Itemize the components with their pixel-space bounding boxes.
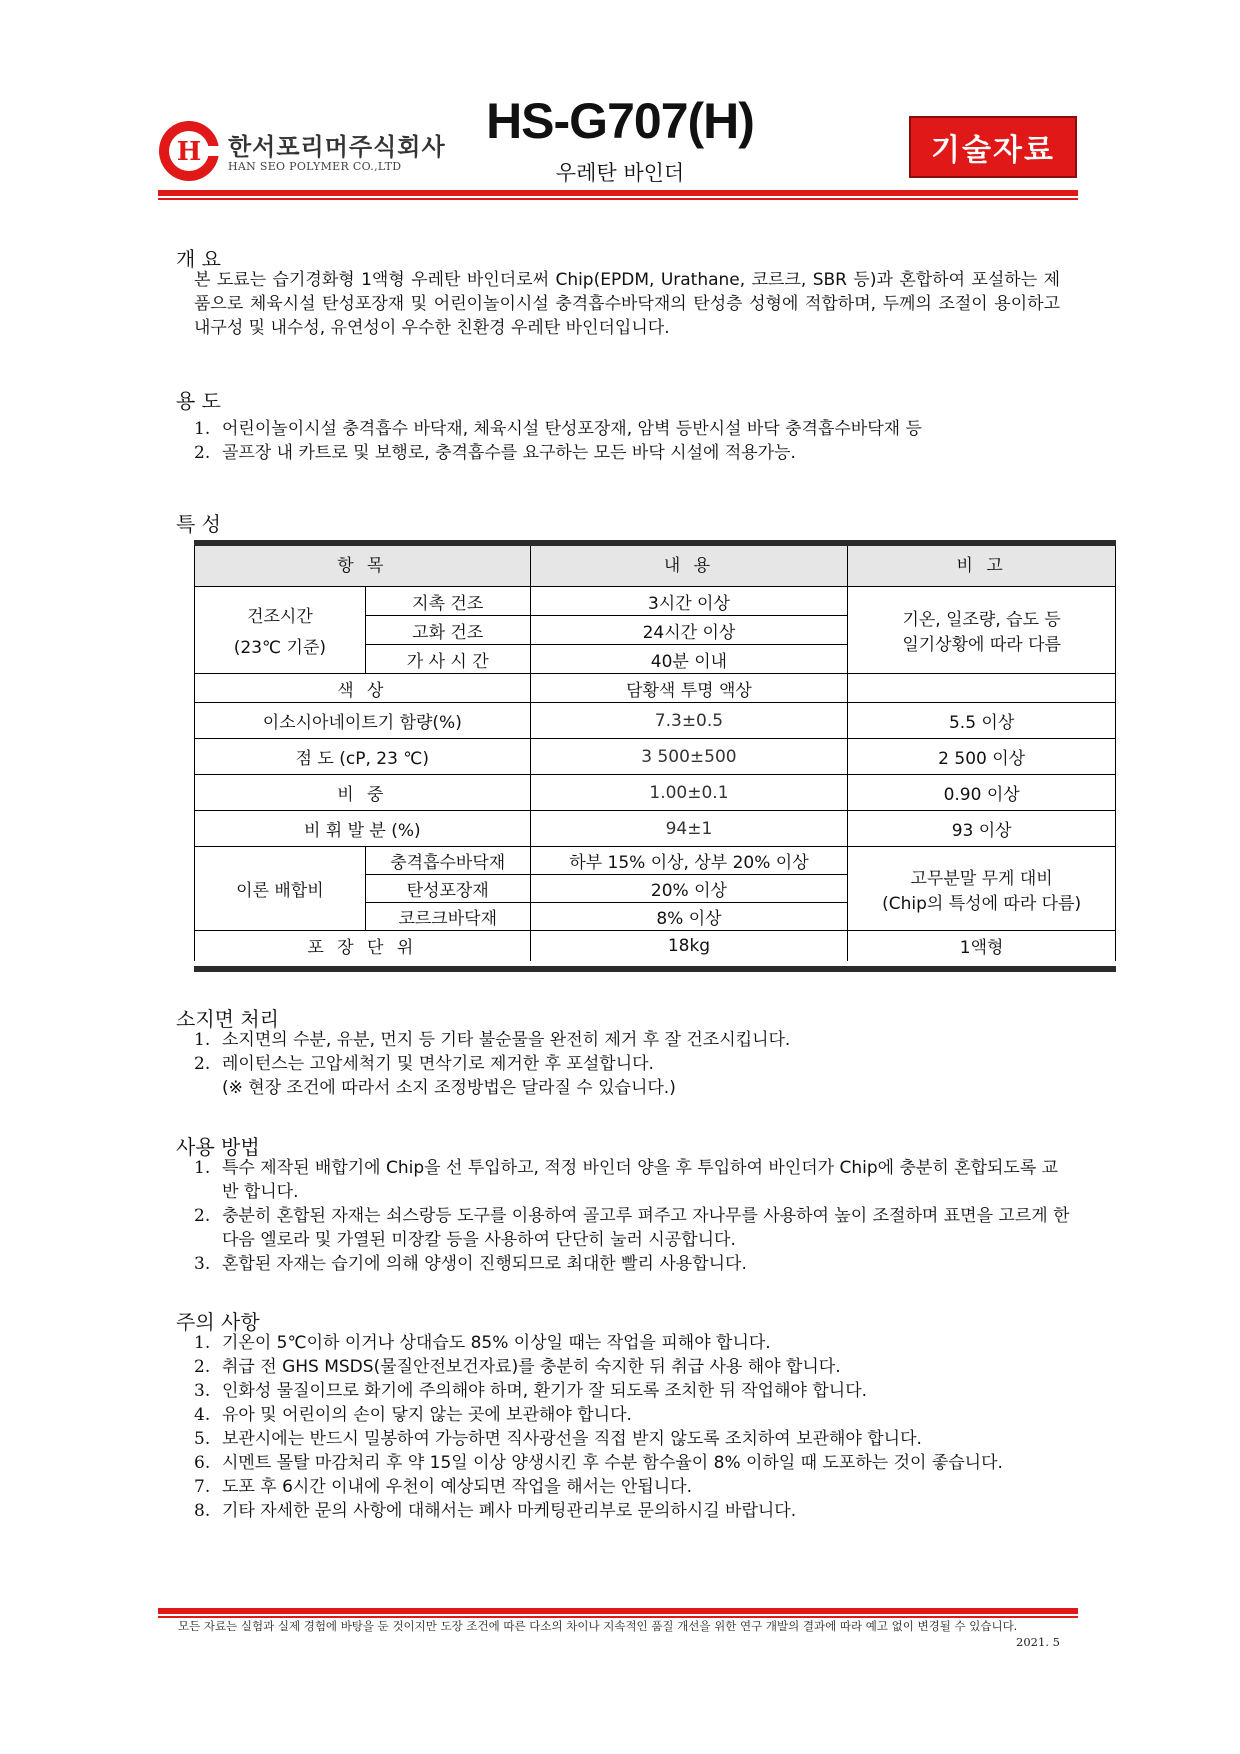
drying-note-line: 기온, 일조량, 습도 등 [902, 610, 1061, 630]
item-text: 소지면의 수분, 유분, 먼지 등 기타 불순물을 완전히 제거 후 잘 건조시킵니다. [222, 1030, 791, 1050]
drying-row-value: 24시간 이상 [530, 616, 848, 645]
property-name: 색 상 [195, 674, 531, 703]
surface-list [194, 1028, 1074, 1100]
item-text: 유아 및 어린이의 손이 닿지 않는 곳에 보관해야 합니다. [222, 1405, 632, 1425]
method-list [194, 1156, 1074, 1276]
mix-row-value: 하부 15% 이상, 상부 20% 이상 [530, 847, 848, 875]
property-note: 1액형 [848, 931, 1116, 961]
property-name: 비 휘 발 분 (%) [195, 811, 531, 847]
surface-note: (※ 현장 조건에 따라서 소지 조정방법은 달라질 수 있습니다.) [222, 1078, 676, 1098]
mix-label: 이론 배합비 [195, 847, 366, 931]
tech-data-badge: 기술자료 [909, 116, 1077, 178]
footer-date: 2021. 5 [1016, 1635, 1060, 1649]
company-name-english: HAN SEO POLYMER CO.,LTD [228, 160, 402, 173]
item-text: 어린이놀이시설 충격흡수 바닥재, 체육시설 탄성포장재, 암벽 등반시설 바닥 충격흡수바닥재 등 [222, 419, 922, 439]
list-item [194, 1052, 1074, 1076]
table-row [195, 847, 1116, 875]
item-number: 2. [194, 443, 211, 463]
item-text: 충분히 혼합된 자재는 쇠스랑등 도구를 이용하여 골고루 펴주고 자나무를 사용하여 높이 조절하며 표면을 고르게 한 다음 엘로라 및 가열된 미장칼 등을 사용하여 단단히 눌러 시공합니다. [222, 1206, 1070, 1250]
header-item: 항 목 [195, 540, 531, 587]
table-row [195, 811, 1116, 847]
overview-text: 본 도료는 습기경화형 1액형 우레탄 바인더로써 Chip(EPDM, Urathane, 코르크, SBR 등)과 혼합하여 포설하는 제품으로 체육시설 탄성포장재 및 어린이놀이시설 충격흡수바닥재의 탄성층 성형에 적합하며, 두께의 조절이 용이하고 내구성 및 내수성, 유연성이 우수한 친환경 우레탄 바인더입니다. [194, 270, 1060, 338]
drying-row-value: 3시간 이상 [530, 587, 848, 616]
property-note: 93 이상 [848, 811, 1116, 847]
property-note: 2 500 이상 [848, 739, 1116, 775]
property-value: 3 500±500 [530, 739, 848, 775]
item-number: 1. [194, 1333, 211, 1353]
drying-note-cell [848, 587, 1116, 674]
table-row [195, 674, 1116, 703]
item-number: 3. [194, 1381, 211, 1401]
list-item [194, 441, 1074, 465]
item-number: 2. [194, 1357, 211, 1377]
property-name: 점 도 (cP, 23 ℃) [195, 739, 531, 775]
table-row [195, 587, 1116, 616]
list-item [194, 1355, 1074, 1379]
company-name: 한서포리머주식회사 [228, 133, 446, 161]
property-value: 94±1 [530, 811, 848, 847]
list-item [194, 1156, 1074, 1204]
item-number: 6. [194, 1453, 211, 1473]
item-text: 혼합된 자재는 습기에 의해 양생이 진행되므로 최대한 빨리 사용합니다. [222, 1254, 747, 1274]
caution-title: 주의 사항 [176, 1310, 260, 1334]
list-item [194, 1451, 1074, 1475]
list-item [194, 1028, 1074, 1052]
properties-table [194, 540, 1116, 961]
mix-note-line: 고무분말 무게 대비 [910, 868, 1053, 889]
mix-note-cell [848, 847, 1116, 931]
property-name: 포 장 단 위 [195, 931, 531, 961]
item-text: 특수 제작된 배합기에 Chip을 선 투입하고, 적정 바인더 양을 후 투입하여 바인더가 Chip에 충분히 혼합되도록 교반 합니다. [222, 1158, 1059, 1202]
header-note: 비 고 [848, 540, 1116, 587]
method-title: 사용 방법 [176, 1135, 260, 1159]
header-rule-thin [158, 198, 1078, 200]
item-text: 인화성 물질이므로 화기에 주의해야 하며, 환기가 잘 되도록 조치한 뒤 작업해야 합니다. [222, 1381, 868, 1401]
table-header-row [195, 540, 1116, 587]
property-value: 18kg [530, 931, 848, 961]
property-note: 5.5 이상 [848, 703, 1116, 739]
overview-title: 개 요 [176, 247, 221, 271]
table-row [195, 775, 1116, 811]
table-row [195, 739, 1116, 775]
drying-note-line: 일기상황에 따라 다름 [902, 635, 1061, 655]
property-value: 1.00±0.1 [530, 775, 848, 811]
item-text: 시멘트 몰탈 마감처리 후 약 15일 이상 양생시킨 후 수분 함수율이 8% 이하일 때 도포하는 것이 좋습니다. [222, 1453, 1003, 1473]
property-note: 0.90 이상 [848, 775, 1116, 811]
item-text: 보관시에는 반드시 밀봉하여 가능하면 직사광선을 직접 받지 않도록 조치하여 보관해야 합니다. [222, 1429, 922, 1449]
item-number: 2. [194, 1054, 211, 1074]
list-item [194, 1403, 1074, 1427]
footer-disclaimer: 모든 자료는 실험과 실제 경험에 바탕을 둔 것이지만 도장 조건에 따른 다소의 차이나 지속적인 품질 개선을 위한 연구 개발의 결과에 따라 예고 없이 변경될 수 있습니다. [178, 1619, 1018, 1633]
item-number: 1. [194, 1158, 211, 1178]
item-number: 2. [194, 1206, 211, 1226]
list-item [194, 1475, 1074, 1499]
product-code: HS-G707(H) [486, 93, 754, 149]
drying-row-name: 가 사 시 간 [365, 645, 530, 674]
item-number: 4. [194, 1405, 211, 1425]
mix-note-line: (Chip의 특성에 따라 다름) [882, 893, 1082, 914]
header-content: 내 용 [530, 540, 848, 587]
mix-row-value: 8% 이상 [530, 903, 848, 931]
mix-row-name: 코르크바닥재 [365, 903, 530, 931]
item-text: 골프장 내 카트로 및 보행로, 충격흡수를 요구하는 모든 바닥 시설에 적용가능. [222, 443, 796, 463]
mix-row-name: 탄성포장재 [365, 875, 530, 903]
product-type: 우레탄 바인더 [555, 161, 685, 185]
item-text: 도포 후 6시간 이내에 우천이 예상되면 작업을 해서는 안됩니다. [222, 1477, 692, 1497]
table-row [195, 703, 1116, 739]
usage-list [194, 417, 1074, 465]
property-name: 이소시아네이트기 함량(%) [195, 703, 531, 739]
item-number: 1. [194, 1030, 211, 1050]
list-item [194, 417, 1074, 441]
item-text: 레이턴스는 고압세척기 및 면삭기로 제거한 후 포설합니다. [222, 1054, 654, 1074]
property-value: 7.3±0.5 [530, 703, 848, 739]
caution-list [194, 1331, 1074, 1523]
table-bottom-bar [194, 966, 1116, 972]
drying-row-name: 고화 건조 [365, 616, 530, 645]
list-item [194, 1252, 1074, 1276]
drying-sublabel: (23℃ 기준) [233, 638, 327, 658]
property-note [848, 674, 1116, 703]
property-value: 담황색 투명 액상 [530, 674, 848, 703]
company-logo [158, 120, 220, 182]
list-item [194, 1379, 1074, 1403]
item-number: 5. [194, 1429, 211, 1449]
drying-row-name: 지촉 건조 [365, 587, 530, 616]
item-number: 1. [194, 419, 211, 439]
list-item [194, 1076, 1074, 1100]
item-number: 8. [194, 1501, 211, 1521]
drying-label-cell [195, 587, 366, 674]
list-item [194, 1427, 1074, 1451]
table-row [195, 931, 1116, 961]
item-text: 기타 자세한 문의 사항에 대해서는 폐사 마케팅관리부로 문의하시길 바랍니다. [222, 1501, 797, 1521]
mix-row-name: 충격흡수바닥재 [365, 847, 530, 875]
table-top-bar [194, 540, 1116, 546]
list-item [194, 1204, 1074, 1252]
property-name: 비 중 [195, 775, 531, 811]
mix-row-value: 20% 이상 [530, 875, 848, 903]
item-text: 취급 전 GHS MSDS(물질안전보건자료)를 충분히 숙지한 뒤 취급 사용 해야 합니다. [222, 1357, 841, 1377]
properties-title: 특 성 [176, 512, 221, 536]
item-number: 7. [194, 1477, 211, 1497]
list-item [194, 1499, 1074, 1523]
footer-rule [158, 1608, 1078, 1614]
drying-row-value: 40분 이내 [530, 645, 848, 674]
list-item [194, 1331, 1074, 1355]
item-text: 기온이 5℃이하 이거나 상대습도 85% 이상일 때는 작업을 피해야 합니다. [222, 1333, 771, 1353]
logo-letter: H [176, 137, 202, 167]
surface-title: 소지면 처리 [176, 1007, 279, 1031]
usage-title: 용 도 [176, 389, 221, 413]
header-rule [158, 190, 1078, 196]
item-number: 3. [194, 1254, 211, 1274]
drying-label: 건조시간 [247, 607, 313, 627]
